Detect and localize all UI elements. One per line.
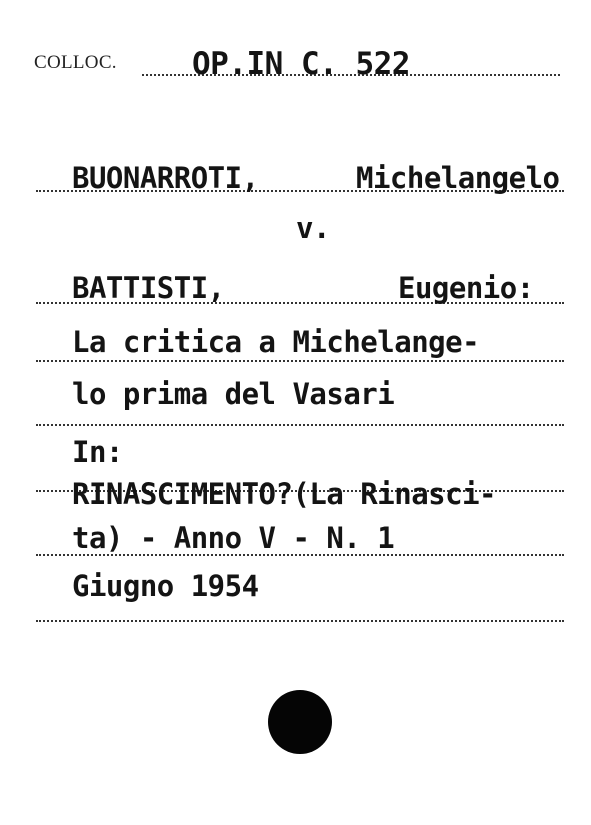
author-given: Michelangelo [356, 161, 560, 195]
title-line-2: lo prima del Vasari [72, 377, 395, 411]
in-label: In: [72, 435, 123, 469]
title-rule-1 [36, 360, 564, 362]
versus-marker: v. [296, 211, 330, 245]
colloc-value: OP.IN C. 522 [192, 46, 410, 82]
author-surname: BUONARROTI, [72, 161, 259, 195]
subject-author-surname: BATTISTI, [72, 271, 225, 305]
title-rule-2 [36, 424, 564, 426]
source-line-3: Giugno 1954 [72, 569, 259, 603]
colloc-label: COLLOC. [34, 52, 117, 73]
title-line-1: La critica a Michelange- [72, 325, 480, 359]
source-rule-3 [36, 620, 564, 622]
punch-hole [268, 690, 332, 754]
subject-author-given: Eugenio: [398, 271, 534, 305]
source-line-2: ta) - Anno V - N. 1 [72, 521, 395, 555]
source-line-1: RINASCIMENTO?(La Rinasci- [72, 477, 496, 511]
